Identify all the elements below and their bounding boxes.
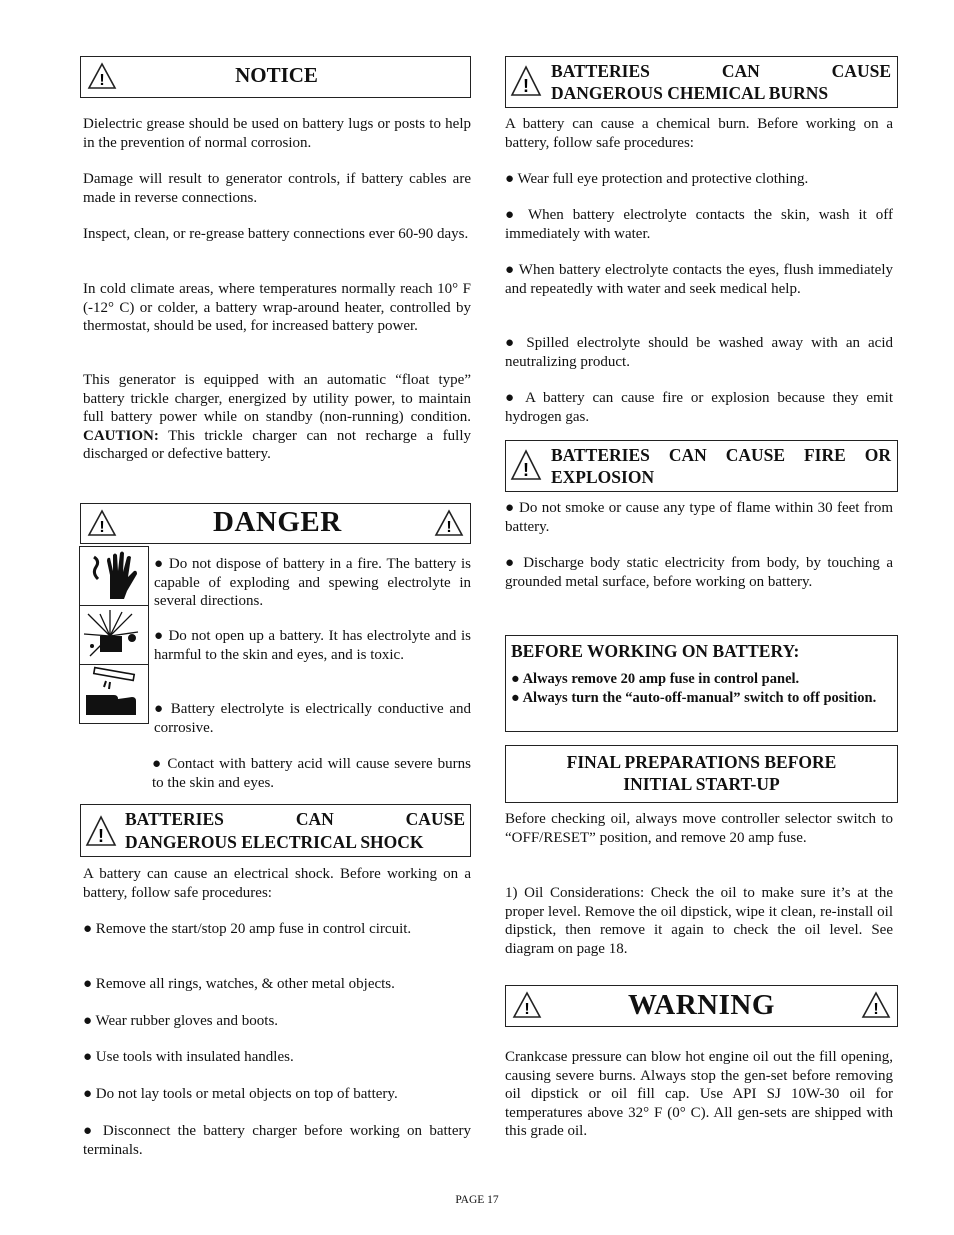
shock-item: ● Disconnect the battery charger before working on battery terminals. xyxy=(83,1123,471,1158)
notice-title: NOTICE xyxy=(235,63,318,87)
fire-item: ● Discharge body static electricity from body, by touching a grounded metal surface, before working on battery. xyxy=(505,555,893,590)
before-working-title: BEFORE WORKING ON BATTERY: xyxy=(511,641,800,661)
electrical-shock-header xyxy=(80,804,471,857)
float-charger-paragraph xyxy=(83,371,471,464)
chemical-intro: A battery can cause a chemical burn. Before working on a battery, follow safe procedures: xyxy=(505,116,893,151)
warning-paragraph: Crankcase pressure can blow hot engine oil out the fill opening, causing severe burns. Always stop the gen-set before removing oil dipstick or oil fill cap. Use API SJ 10W-30 oil for temperatures above 32° F (0° C). All gen-sets are shipped with this grade oil. xyxy=(505,1049,893,1139)
electrical-shock-title-line1: BATTERIES CAN CAUSE xyxy=(125,809,465,829)
final-paragraph: 1) Oil Considerations: Check the oil to make sure it’s at the proper level. Remove the oil dipstick, wipe it clean, re-install oil dipstick, then remove it again to check the oil level. See diagram on page 18. xyxy=(505,885,893,957)
hazard-pictograms xyxy=(79,546,149,724)
shock-item: ● Use tools with insulated handles. xyxy=(83,1049,294,1065)
svg-text:!: ! xyxy=(873,1001,879,1018)
shock-intro: A battery can cause an electrical shock. Before working on a battery, follow safe procedures: xyxy=(83,866,471,901)
chemical-item: ● When battery electrolyte contacts the eyes, flush immediately and repeatedly with water and seek medical help. xyxy=(505,262,893,297)
chemical-burns-title-line1: BATTERIES CAN CAUSE xyxy=(551,61,891,81)
warning-title: WARNING xyxy=(628,989,775,1021)
fire-explosion-title-line1: BATTERIES CAN CAUSE FIRE OR xyxy=(551,445,891,465)
svg-text:!: ! xyxy=(523,76,529,96)
chemical-item: ● A battery can cause fire or explosion because they emit hydrogen gas. xyxy=(505,390,893,425)
danger-item: ● Contact with battery acid will cause severe burns to the skin and eyes. xyxy=(152,756,471,791)
final-preparations-header xyxy=(505,745,898,803)
before-working-item: ● Always turn the “auto-off-manual” switch to off position. xyxy=(511,690,877,706)
chemical-burns-title-line2: DANGEROUS CHEMICAL BURNS xyxy=(551,83,829,103)
fire-explosion-header xyxy=(505,440,898,492)
final-preparations-title-line1: FINAL PREPARATIONS BEFORE xyxy=(566,752,837,772)
notice-header xyxy=(80,56,471,98)
chemical-item: ● Wear full eye protection and protective clothing. xyxy=(505,171,809,187)
danger-header xyxy=(80,503,471,544)
shock-item: ● Remove all rings, watches, & other metal objects. xyxy=(83,976,395,992)
warning-triangle-icon xyxy=(85,815,117,847)
warning-header xyxy=(505,985,898,1027)
shock-item: ● Remove the start/stop 20 amp fuse in control circuit. xyxy=(83,921,412,937)
chemical-item: ● When battery electrolyte contacts the skin, wash it off immediately with water. xyxy=(505,207,893,242)
svg-text:!: ! xyxy=(99,72,105,89)
caution-label: CAUTION: xyxy=(83,427,159,444)
notice-paragraph: In cold climate areas, where temperatures normally reach 10° F (-12° C) or colder, a battery wrap-around heater, controlled by thermostat, should be used, for increased battery power. xyxy=(83,281,471,334)
before-working-item: ● Always remove 20 amp fuse in control panel. xyxy=(511,671,800,687)
danger-item: ● Do not open up a battery. It has electrolyte and is harmful to the skin and eyes, and is toxic. xyxy=(154,628,471,663)
danger-title: DANGER xyxy=(213,506,342,538)
warning-triangle-icon xyxy=(510,65,542,97)
electric-shock-hand-icon xyxy=(80,547,148,606)
left-column xyxy=(80,56,472,1158)
svg-text:!: ! xyxy=(524,1001,530,1018)
fire-item: ● Do not smoke or cause any type of flame within 30 feet from battery. xyxy=(505,500,893,535)
warning-triangle-icon xyxy=(861,991,891,1019)
danger-item: ● Do not dispose of battery in a fire. The battery is capable of exploding and spewing electrolyte in several directions. xyxy=(154,556,471,609)
svg-text:!: ! xyxy=(98,826,104,846)
svg-text:!: ! xyxy=(523,460,529,480)
float-charger-text-2: This trickle charger can not recharge a fully discharged or defective battery. xyxy=(83,427,472,462)
notice-paragraph: Dielectric grease should be used on battery lugs or posts to help in the prevention of normal corrosion. xyxy=(83,116,471,151)
warning-triangle-icon xyxy=(512,991,542,1019)
svg-text:!: ! xyxy=(99,519,105,536)
electrical-shock-title-line2: DANGEROUS ELECTRICAL SHOCK xyxy=(125,832,424,852)
page-number: PAGE 17 xyxy=(455,1194,499,1206)
fire-explosion-title-line2: EXPLOSION xyxy=(551,467,655,487)
notice-paragraph: Damage will result to generator controls, if battery cables are made in reverse connections. xyxy=(83,171,471,206)
corrosive-hand-icon xyxy=(80,665,148,723)
notice-paragraph: Inspect, clean, or re-grease battery connections ever 60-90 days. xyxy=(83,226,469,242)
warning-triangle-icon xyxy=(87,509,117,537)
warning-triangle-icon xyxy=(434,509,464,537)
battery-explosion-icon xyxy=(80,606,148,665)
danger-item: ● Battery electrolyte is electrically conductive and corrosive. xyxy=(154,701,471,736)
shock-item: ● Do not lay tools or metal objects on top of battery. xyxy=(83,1086,398,1102)
svg-text:!: ! xyxy=(446,519,452,536)
before-working-box xyxy=(505,635,898,732)
final-paragraph: Before checking oil, always move controller selector switch to “OFF/RESET” position, and remove 20 amp fuse. xyxy=(505,811,893,846)
right-column xyxy=(505,56,896,1139)
shock-item: ● Wear rubber gloves and boots. xyxy=(83,1013,279,1029)
warning-triangle-icon xyxy=(510,449,542,481)
float-charger-text: This generator is equipped with an automatic “float type” battery trickle charger, energized by utility power, to maintain full battery power while on standby (non-running) condition. xyxy=(83,372,471,425)
chemical-item: ● Spilled electrolyte should be washed away with an acid neutralizing product. xyxy=(505,335,893,370)
chemical-burns-header xyxy=(505,56,898,108)
final-preparations-title-line2: INITIAL START-UP xyxy=(623,774,780,794)
